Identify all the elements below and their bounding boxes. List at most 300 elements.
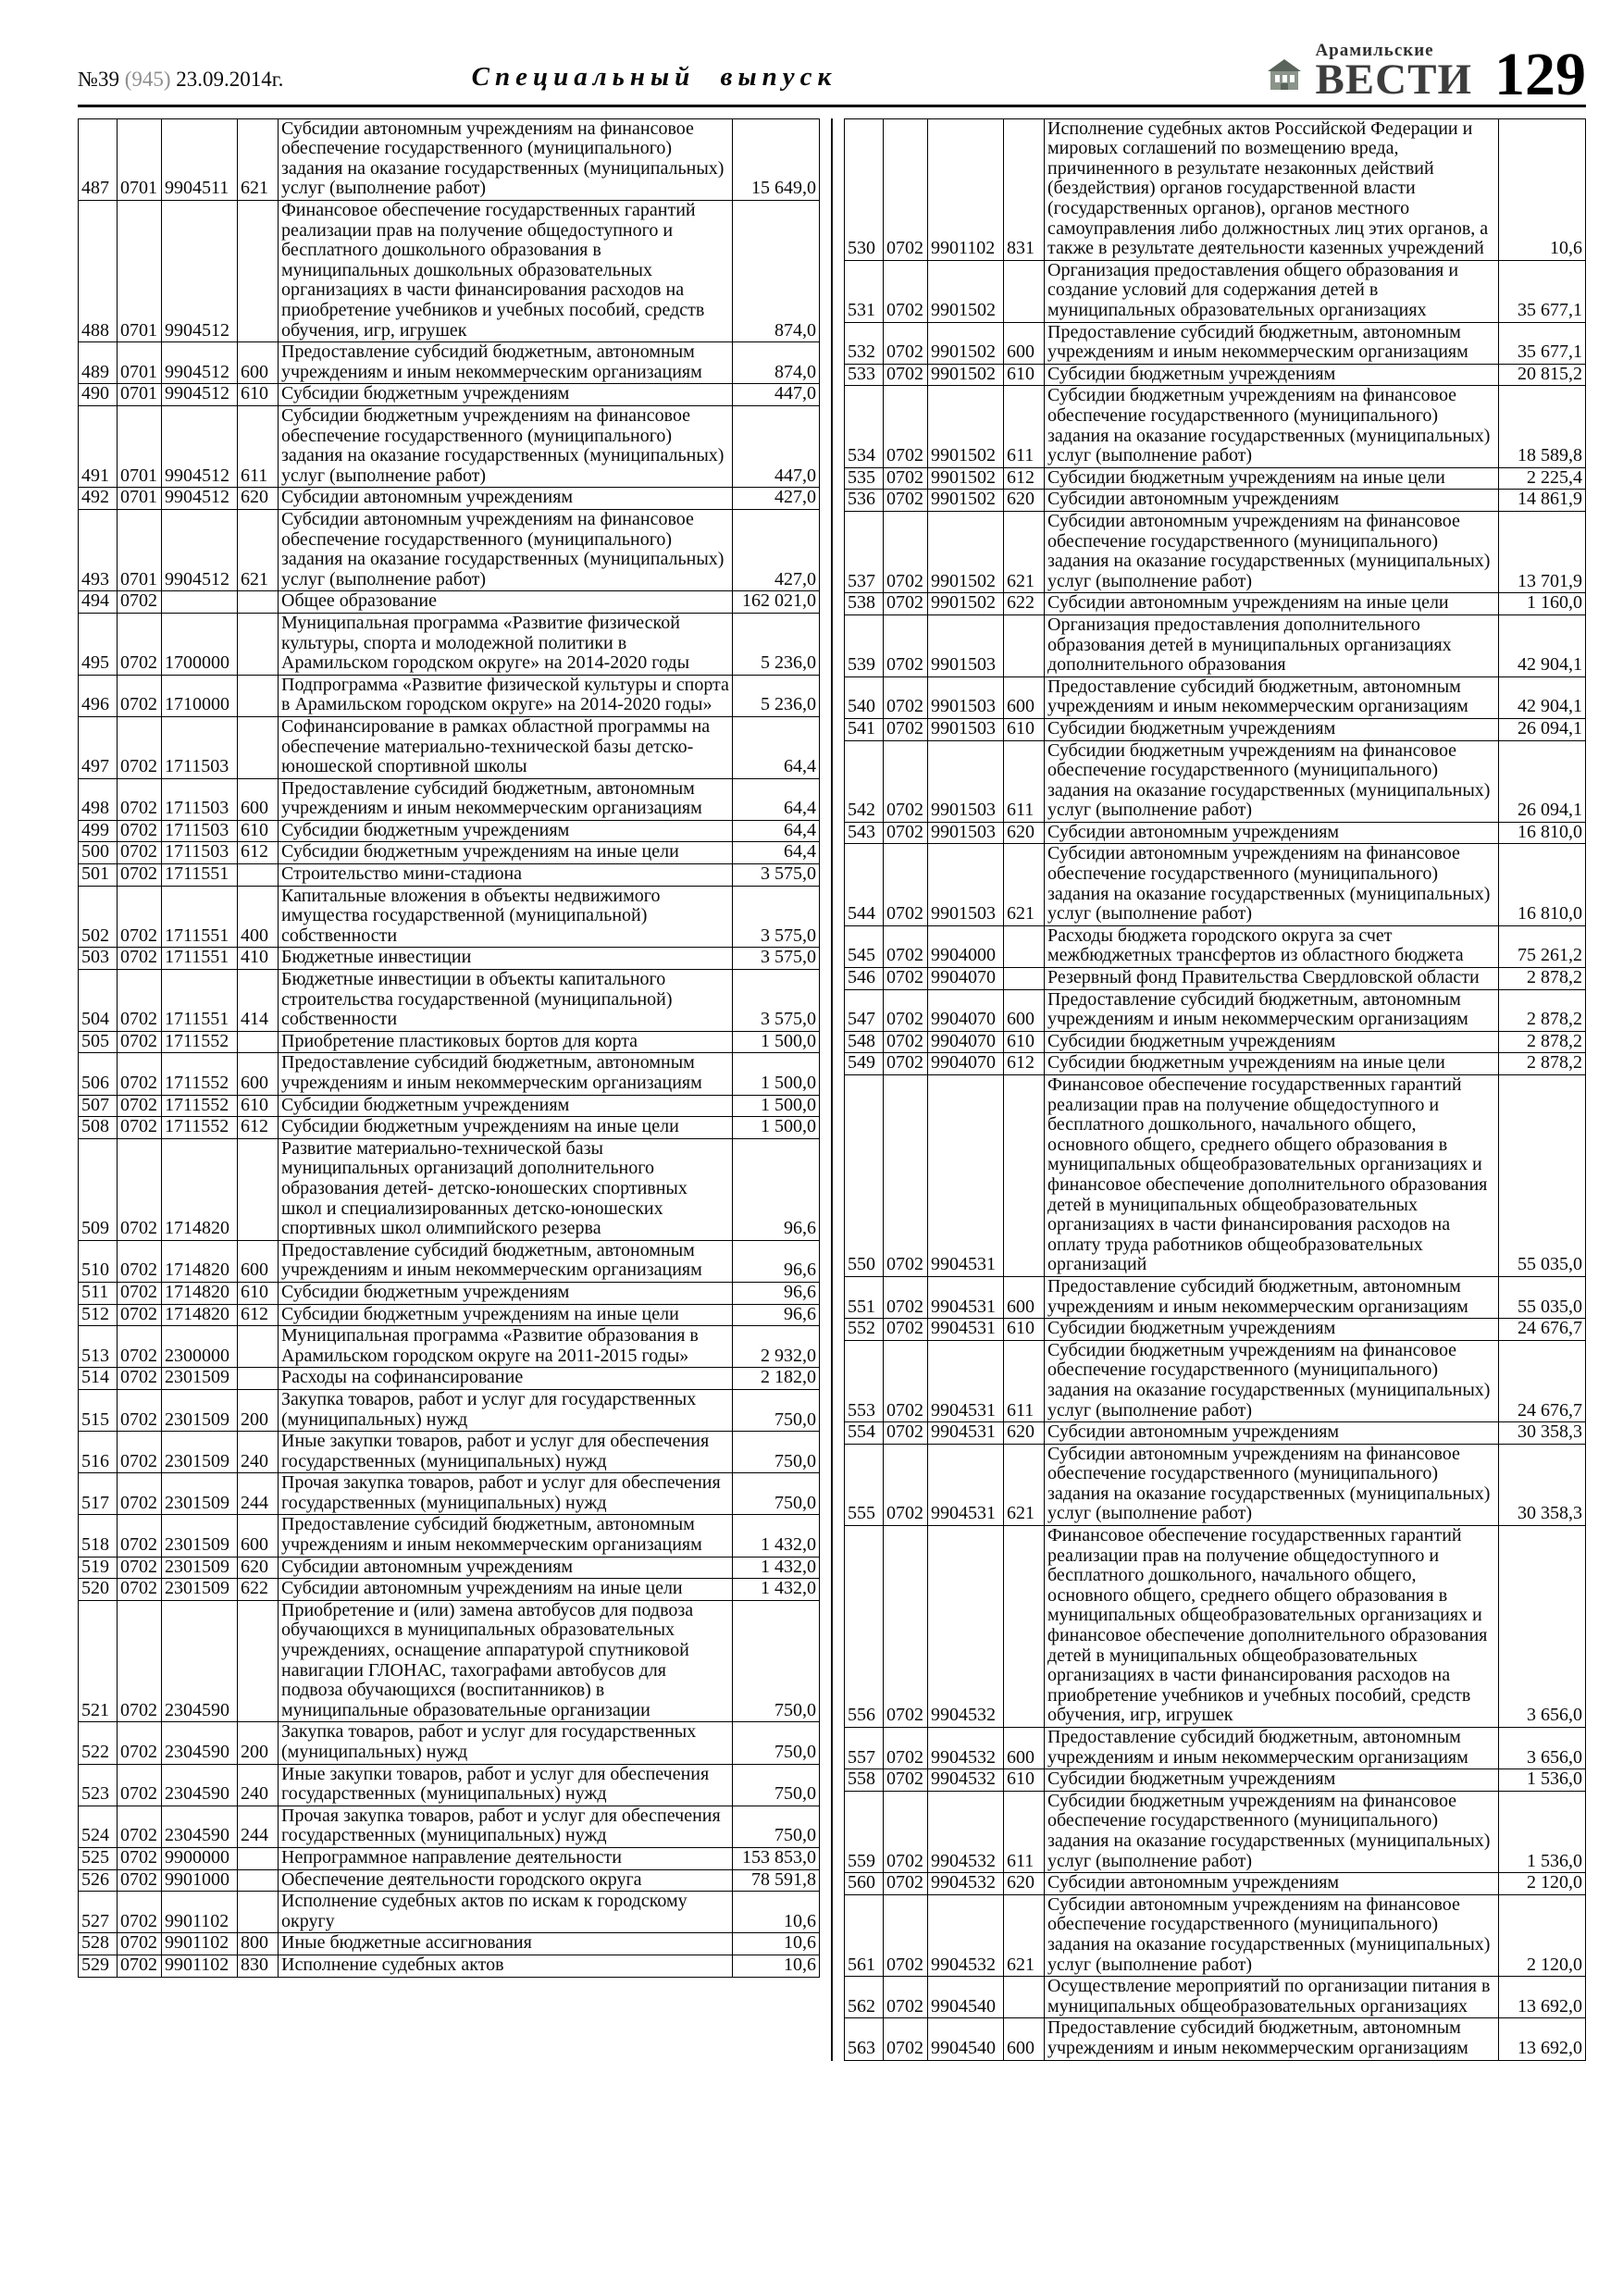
expense-name-cell: Исполнение судебных актов по искам к городскому округу (279, 1892, 733, 1933)
target-article-cell: 9904532 (928, 1769, 1004, 1792)
amount-cell: 750,0 (733, 1389, 820, 1431)
amount-cell: 1 500,0 (733, 1031, 820, 1053)
budget-content (78, 118, 1586, 2061)
section-code-cell: 0702 (884, 1422, 928, 1445)
budget-row (845, 614, 1586, 676)
amount-cell: 1 536,0 (1499, 1791, 1586, 1872)
target-article-cell: 9904512 (162, 384, 238, 406)
expense-type-cell: 620 (1004, 1873, 1045, 1895)
expense-type-cell (1004, 1526, 1045, 1728)
expense-name-cell: Субсидии бюджетным учреждениям на иные цели (279, 842, 733, 864)
expense-type-cell: 610 (238, 384, 279, 406)
budget-row (79, 864, 820, 887)
budget-row (79, 1138, 820, 1240)
row-number-cell: 543 (845, 822, 884, 844)
amount-cell: 2 120,0 (1499, 1894, 1586, 1976)
expense-name-cell: Закупка товаров, работ и услуг для государственных (муниципальных) нужд (279, 1389, 733, 1431)
expense-type-cell (238, 201, 279, 342)
target-article-cell: 9901503 (928, 740, 1004, 822)
section-code-cell: 0702 (118, 864, 162, 887)
target-article-cell: 9904531 (928, 1276, 1004, 1318)
amount-cell: 42 904,1 (1499, 676, 1586, 718)
row-number-cell: 496 (79, 675, 118, 716)
target-article-cell: 9904540 (928, 1977, 1004, 2018)
expense-type-cell: 621 (1004, 844, 1045, 925)
expense-name-cell: Субсидии автономным учреждениям (279, 488, 733, 510)
budget-row (845, 511, 1586, 592)
expense-name-cell: Приобретение пластиковых бортов для корта (279, 1031, 733, 1053)
expense-type-cell: 831 (1004, 118, 1045, 260)
section-code-cell: 0701 (118, 384, 162, 406)
amount-cell: 10,6 (733, 1933, 820, 1955)
amount-cell: 14 861,9 (1499, 490, 1586, 512)
amount-cell: 75 261,2 (1499, 925, 1586, 967)
amount-cell: 64,4 (733, 716, 820, 778)
row-number-cell: 546 (845, 968, 884, 990)
budget-row (79, 342, 820, 384)
amount-cell: 96,6 (733, 1304, 820, 1326)
expense-name-cell: Строительство мини-стадиона (279, 864, 733, 887)
expense-type-cell (238, 675, 279, 716)
amount-cell: 750,0 (733, 1473, 820, 1515)
section-code-cell: 0702 (884, 822, 928, 844)
budget-row (79, 716, 820, 778)
row-number-cell: 553 (845, 1340, 884, 1421)
target-article-cell: 1711503 (162, 716, 238, 778)
target-article-cell: 1711551 (162, 970, 238, 1032)
budget-row (79, 118, 820, 200)
section-code-cell: 0702 (118, 1892, 162, 1933)
expense-name-cell: Финансовое обеспечение государственных гарантий реализации прав на получение общедоступного и бесплатного дошкольного, начального общего, основного общего, среднего общего образования в муниципальных общеобразовательных организациях и финансовое обеспечение дополнительного образования детей в муниципальных общеобразовательных организациях в части финансирования расходов на приобретение учебников и учебных пособий, средств обучения, игр, игрушек (1045, 1526, 1499, 1728)
budget-row (845, 490, 1586, 512)
budget-row (845, 1053, 1586, 1075)
expense-type-cell: 600 (1004, 1728, 1045, 1769)
section-code-cell: 0702 (118, 1600, 162, 1722)
section-code-cell: 0702 (884, 718, 928, 740)
expense-type-cell: 620 (1004, 1422, 1045, 1445)
section-code-cell: 0702 (118, 591, 162, 614)
expense-name-cell: Субсидии бюджетным учреждениям на иные цели (1045, 467, 1499, 490)
section-code-cell: 0702 (118, 1240, 162, 1282)
expense-name-cell: Субсидии автономным учреждениям (1045, 1873, 1499, 1895)
budget-row (79, 1579, 820, 1601)
expense-name-cell: Субсидии автономным учреждениям на финансовое обеспечение государственного (муниципального) задания на оказание государственных (муниципальных) услуг (выполнение работ) (1045, 1894, 1499, 1976)
target-article-cell: 9901503 (928, 822, 1004, 844)
expense-name-cell: Субсидии бюджетным учреждениям на иные цели (279, 1117, 733, 1139)
budget-row (845, 593, 1586, 615)
target-article-cell: 1711503 (162, 820, 238, 842)
row-number-cell: 493 (79, 509, 118, 590)
amount-cell: 10,6 (1499, 118, 1586, 260)
brand-name-top: Арамильские (1315, 41, 1434, 60)
section-code-cell: 0702 (884, 260, 928, 322)
row-number-cell: 530 (845, 118, 884, 260)
row-number-cell: 558 (845, 1769, 884, 1792)
target-article-cell: 9901502 (928, 260, 1004, 322)
row-number-cell: 501 (79, 864, 118, 887)
row-number-cell: 513 (79, 1326, 118, 1368)
expense-name-cell: Субсидии бюджетным учреждениям на финансовое обеспечение государственного (муниципального) задания на оказание государственных (муниципальных) услуг (выполнение работ) (1045, 1791, 1499, 1872)
row-number-cell: 518 (79, 1515, 118, 1557)
expense-name-cell: Субсидии бюджетным учреждениям (1045, 1769, 1499, 1792)
expense-type-cell: 400 (238, 886, 279, 948)
budget-row (845, 1873, 1586, 1895)
expense-type-cell: 612 (1004, 1053, 1045, 1075)
budget-row (79, 1282, 820, 1304)
section-code-cell: 0702 (118, 1117, 162, 1139)
expense-name-cell: Бюджетные инвестиции в объекты капитального строительства государственной (муниципальной) собственности (279, 970, 733, 1032)
budget-row (79, 509, 820, 590)
amount-cell: 1 160,0 (1499, 593, 1586, 615)
expense-type-cell (1004, 614, 1045, 676)
expense-type-cell (238, 716, 279, 778)
page-header (78, 40, 1586, 108)
row-number-cell: 507 (79, 1095, 118, 1117)
budget-row (845, 1075, 1586, 1277)
section-code-cell: 0702 (884, 1444, 928, 1525)
target-article-cell: 9904531 (928, 1075, 1004, 1277)
expense-name-cell: Субсидии бюджетным учреждениям на финансовое обеспечение государственного (муниципального) задания на оказание государственных (муниципальных) услуг (выполнение работ) (1045, 1340, 1499, 1421)
section-code-cell: 0702 (884, 1319, 928, 1341)
row-number-cell: 502 (79, 886, 118, 948)
target-article-cell: 9901102 (162, 1933, 238, 1955)
row-number-cell: 544 (845, 844, 884, 925)
expense-name-cell: Расходы бюджета городского округа за счет межбюджетных трансфертов из областного бюджета (1045, 925, 1499, 967)
brand-text (1315, 41, 1472, 105)
amount-cell: 26 094,1 (1499, 740, 1586, 822)
section-code-cell: 0702 (118, 1806, 162, 1847)
expense-name-cell: Предоставление субсидий бюджетным, автономным учреждениям и иным некоммерческим организациям (1045, 989, 1499, 1031)
section-code-cell: 0702 (884, 1276, 928, 1318)
amount-cell: 2 878,2 (1499, 968, 1586, 990)
section-code-cell: 0702 (884, 322, 928, 364)
target-article-cell: 2301509 (162, 1432, 238, 1473)
amount-cell: 1 500,0 (733, 1117, 820, 1139)
amount-cell: 64,4 (733, 820, 820, 842)
amount-cell: 24 676,7 (1499, 1319, 1586, 1341)
expense-name-cell: Приобретение и (или) замена автобусов для подвоза обучающихся в муниципальных образовательных учреждениях, оснащение аппаратурой спутниковой навигации ГЛОНАС, тахографами автобусов для подвоза обучающихся (воспитанников) в муниципальные образовательные организации (279, 1600, 733, 1722)
row-number-cell: 560 (845, 1873, 884, 1895)
expense-type-cell: 620 (1004, 822, 1045, 844)
budget-row (79, 1432, 820, 1473)
section-code-cell: 0701 (118, 342, 162, 384)
amount-cell: 5 236,0 (733, 675, 820, 716)
section-code-cell: 0702 (118, 1515, 162, 1557)
row-number-cell: 545 (845, 925, 884, 967)
target-article-cell: 9904531 (928, 1444, 1004, 1525)
budget-row (79, 1326, 820, 1368)
expense-name-cell: Субсидии бюджетным учреждениям на иные цели (1045, 1053, 1499, 1075)
amount-cell: 5 236,0 (733, 613, 820, 675)
amount-cell: 55 035,0 (1499, 1276, 1586, 1318)
target-article-cell: 1711552 (162, 1095, 238, 1117)
amount-cell: 13 701,9 (1499, 511, 1586, 592)
target-article-cell (162, 591, 238, 614)
section-code-cell: 0702 (884, 740, 928, 822)
target-article-cell: 9904070 (928, 1053, 1004, 1075)
section-code-cell: 0702 (118, 842, 162, 864)
newspaper-brand (1265, 40, 1586, 108)
row-number-cell: 549 (845, 1053, 884, 1075)
target-article-cell: 9904532 (928, 1728, 1004, 1769)
expense-name-cell: Предоставление субсидий бюджетным, автономным учреждениям и иным некоммерческим организациям (279, 778, 733, 820)
section-code-cell: 0702 (118, 1722, 162, 1764)
row-number-cell: 532 (845, 322, 884, 364)
section-code-cell: 0702 (118, 886, 162, 948)
amount-cell: 750,0 (733, 1722, 820, 1764)
target-article-cell: 1714820 (162, 1138, 238, 1240)
amount-cell: 10,6 (733, 1892, 820, 1933)
target-article-cell: 2300000 (162, 1326, 238, 1368)
target-article-cell: 9904512 (162, 488, 238, 510)
amount-cell: 64,4 (733, 842, 820, 864)
section-code-cell: 0702 (118, 1095, 162, 1117)
target-article-cell: 9904511 (162, 118, 238, 200)
section-code-cell: 0702 (118, 1031, 162, 1053)
target-article-cell: 1711503 (162, 842, 238, 864)
target-article-cell: 2304590 (162, 1600, 238, 1722)
budget-row (845, 1894, 1586, 1976)
budget-row (79, 1955, 820, 1977)
expense-type-cell: 200 (238, 1722, 279, 1764)
expense-name-cell: Субсидии бюджетным учреждениям (279, 1095, 733, 1117)
section-code-cell: 0702 (884, 1526, 928, 1728)
section-code-cell: 0702 (118, 1053, 162, 1095)
amount-cell: 2 225,4 (1499, 467, 1586, 490)
amount-cell: 13 692,0 (1499, 2018, 1586, 2060)
target-article-cell: 2301509 (162, 1473, 238, 1515)
amount-cell: 153 853,0 (733, 1847, 820, 1869)
section-code-cell: 0702 (118, 1368, 162, 1390)
expense-type-cell: 610 (1004, 364, 1045, 386)
row-number-cell: 547 (845, 989, 884, 1031)
row-number-cell: 520 (79, 1579, 118, 1601)
section-code-cell: 0702 (118, 1579, 162, 1601)
expense-name-cell: Муниципальная программа «Развитие физической культуры, спорта и молодежной политики в Арамильском городском округе» на 2014-2020 годы (279, 613, 733, 675)
left-table-body (79, 118, 820, 1977)
amount-cell: 750,0 (733, 1764, 820, 1806)
row-number-cell: 519 (79, 1557, 118, 1579)
row-number-cell: 503 (79, 948, 118, 970)
budget-row (79, 1473, 820, 1515)
section-code-cell: 0702 (118, 1869, 162, 1892)
expense-type-cell: 200 (238, 1389, 279, 1431)
expense-name-cell: Прочая закупка товаров, работ и услуг для обеспечения государственных (муниципальных) нужд (279, 1473, 733, 1515)
section-code-cell: 0702 (118, 1304, 162, 1326)
section-code-cell: 0702 (118, 820, 162, 842)
expense-type-cell: 610 (1004, 718, 1045, 740)
row-number-cell: 556 (845, 1526, 884, 1728)
budget-row (79, 1557, 820, 1579)
expense-name-cell: Субсидии бюджетным учреждениям (279, 820, 733, 842)
amount-cell: 3 575,0 (733, 886, 820, 948)
amount-cell: 1 432,0 (733, 1579, 820, 1601)
expense-name-cell: Субсидии автономным учреждениям (279, 1557, 733, 1579)
expense-name-cell: Исполнение судебных актов Российской Федерации и мировых соглашений по возмещению вреда, причиненного в результате незаконных действий (бездействия) органов государственной власти (государственных органов), органов местного самоуправления либо должностных лиц этих органов, а также в результате деятельности казенных учреждений (1045, 118, 1499, 260)
section-code-cell: 0702 (118, 948, 162, 970)
expense-name-cell: Субсидии автономным учреждениям на финансовое обеспечение государственного (муниципального) задания на оказание государственных (муниципальных) услуг (выполнение работ) (1045, 1444, 1499, 1525)
section-code-cell: 0702 (118, 1282, 162, 1304)
amount-cell: 750,0 (733, 1600, 820, 1722)
section-code-cell: 0702 (884, 1873, 928, 1895)
expense-type-cell: 800 (238, 1933, 279, 1955)
expense-type-cell: 622 (1004, 593, 1045, 615)
row-number-cell: 491 (79, 406, 118, 488)
amount-cell: 2 182,0 (733, 1368, 820, 1390)
section-code-cell: 0702 (884, 1769, 928, 1792)
target-article-cell: 1714820 (162, 1240, 238, 1282)
row-number-cell: 498 (79, 778, 118, 820)
row-number-cell: 494 (79, 591, 118, 614)
target-article-cell: 2304590 (162, 1722, 238, 1764)
expense-type-cell: 611 (1004, 740, 1045, 822)
section-code-cell: 0702 (884, 1031, 928, 1053)
expense-name-cell: Субсидии автономным учреждениям на финансовое обеспечение государственного (муниципального) задания на оказание государственных (муниципальных) услуг (выполнение работ) (279, 509, 733, 590)
amount-cell: 162 021,0 (733, 591, 820, 614)
amount-cell: 427,0 (733, 488, 820, 510)
budget-row (79, 778, 820, 820)
section-code-cell: 0702 (884, 1894, 928, 1976)
target-article-cell: 9901503 (928, 844, 1004, 925)
amount-cell: 18 589,8 (1499, 386, 1586, 467)
expense-type-cell (238, 1031, 279, 1053)
target-article-cell: 9904532 (928, 1791, 1004, 1872)
row-number-cell: 506 (79, 1053, 118, 1095)
row-number-cell: 490 (79, 384, 118, 406)
expense-type-cell (238, 613, 279, 675)
amount-cell: 13 692,0 (1499, 1977, 1586, 2018)
section-code-cell: 0702 (884, 1053, 928, 1075)
expense-name-cell: Подпрограмма «Развитие физической культуры и спорта в Арамильском городском округе» на 2014-2020 годы» (279, 675, 733, 716)
section-code-cell: 0702 (118, 1432, 162, 1473)
budget-row (79, 201, 820, 342)
budget-row (79, 1847, 820, 1869)
expense-type-cell: 621 (1004, 1894, 1045, 1976)
section-code-cell: 0701 (118, 406, 162, 488)
amount-cell: 78 591,8 (733, 1869, 820, 1892)
expense-name-cell: Субсидии автономным учреждениям (1045, 490, 1499, 512)
budget-row (845, 740, 1586, 822)
expense-type-cell (238, 1368, 279, 1390)
expense-type-cell (1004, 260, 1045, 322)
expense-type-cell (238, 591, 279, 614)
budget-row (79, 842, 820, 864)
budget-row (79, 820, 820, 842)
amount-cell: 30 358,3 (1499, 1444, 1586, 1525)
section-code-cell: 0702 (118, 1557, 162, 1579)
section-code-cell: 0701 (118, 201, 162, 342)
budget-row (79, 675, 820, 716)
expense-type-cell: 610 (238, 820, 279, 842)
row-number-cell: 492 (79, 488, 118, 510)
budget-row (845, 1340, 1586, 1421)
section-code-cell: 0702 (118, 1138, 162, 1240)
expense-type-cell (238, 1847, 279, 1869)
expense-type-cell: 600 (238, 1240, 279, 1282)
section-code-cell: 0702 (884, 1075, 928, 1277)
expense-type-cell: 620 (238, 1557, 279, 1579)
expense-name-cell: Предоставление субсидий бюджетным, автономным учреждениям и иным некоммерческим организациям (1045, 322, 1499, 364)
amount-cell: 1 500,0 (733, 1053, 820, 1095)
section-code-cell: 0702 (118, 1326, 162, 1368)
budget-row (79, 1869, 820, 1892)
section-code-cell: 0702 (884, 614, 928, 676)
amount-cell: 2 932,0 (733, 1326, 820, 1368)
expense-name-cell: Развитие материально-технической базы муниципальных организаций дополнительного образования детей- детско-юношеских спортивных школ и специализированных детско-юношеских спортивных школ олимпийского резерва (279, 1138, 733, 1240)
section-code-cell: 0702 (118, 716, 162, 778)
expense-type-cell: 600 (1004, 676, 1045, 718)
budget-row (79, 1600, 820, 1722)
expense-name-cell: Субсидии автономным учреждениям на иные цели (279, 1579, 733, 1601)
amount-cell: 1 432,0 (733, 1557, 820, 1579)
section-code-cell: 0702 (884, 925, 928, 967)
amount-cell: 427,0 (733, 509, 820, 590)
section-code-cell: 0702 (118, 1933, 162, 1955)
amount-cell: 10,6 (733, 1955, 820, 1977)
budget-row (845, 822, 1586, 844)
amount-cell: 15 649,0 (733, 118, 820, 200)
expense-type-cell: 610 (1004, 1319, 1045, 1341)
budget-row (845, 2018, 1586, 2060)
row-number-cell: 537 (845, 511, 884, 592)
target-article-cell: 9901502 (928, 593, 1004, 615)
section-code-cell: 0702 (884, 844, 928, 925)
expense-name-cell: Субсидии автономным учреждениям на финансовое обеспечение государственного (муниципального) задания на оказание государственных (муниципальных) услуг (выполнение работ) (1045, 511, 1499, 592)
issue-date: 23.09.2014г. (176, 67, 284, 91)
budget-row (79, 613, 820, 675)
target-article-cell: 9901000 (162, 1869, 238, 1892)
target-article-cell: 9901502 (928, 386, 1004, 467)
row-number-cell: 508 (79, 1117, 118, 1139)
expense-name-cell: Предоставление субсидий бюджетным, автономным учреждениям и иным некоммерческим организациям (1045, 676, 1499, 718)
row-number-cell: 522 (79, 1722, 118, 1764)
section-code-cell: 0702 (118, 1389, 162, 1431)
expense-name-cell: Обеспечение деятельности городского округа (279, 1869, 733, 1892)
expense-type-cell: 830 (238, 1955, 279, 1977)
row-number-cell: 516 (79, 1432, 118, 1473)
target-article-cell: 1714820 (162, 1304, 238, 1326)
budget-row (79, 948, 820, 970)
budget-row (845, 1791, 1586, 1872)
row-number-cell: 529 (79, 1955, 118, 1977)
row-number-cell: 487 (79, 118, 118, 200)
section-code-cell: 0702 (118, 1473, 162, 1515)
row-number-cell: 497 (79, 716, 118, 778)
budget-row (79, 1806, 820, 1847)
edition-title: Специальный выпуск (471, 61, 837, 92)
budget-row (845, 1276, 1586, 1318)
expense-type-cell: 612 (1004, 467, 1045, 490)
target-article-cell: 9904070 (928, 968, 1004, 990)
target-article-cell: 1711551 (162, 864, 238, 887)
row-number-cell: 500 (79, 842, 118, 864)
target-article-cell: 9904000 (928, 925, 1004, 967)
expense-name-cell: Субсидии автономным учреждениям (1045, 822, 1499, 844)
amount-cell: 16 810,0 (1499, 844, 1586, 925)
expense-type-cell: 600 (1004, 1276, 1045, 1318)
row-number-cell: 515 (79, 1389, 118, 1431)
budget-row (79, 1304, 820, 1326)
section-code-cell: 0702 (884, 1340, 928, 1421)
expense-name-cell: Общее образование (279, 591, 733, 614)
column-divider (831, 118, 833, 2061)
row-number-cell: 524 (79, 1806, 118, 1847)
expense-name-cell: Резервный фонд Правительства Свердловской области (1045, 968, 1499, 990)
row-number-cell: 510 (79, 1240, 118, 1282)
expense-type-cell (1004, 968, 1045, 990)
row-number-cell: 536 (845, 490, 884, 512)
expense-name-cell: Бюджетные инвестиции (279, 948, 733, 970)
